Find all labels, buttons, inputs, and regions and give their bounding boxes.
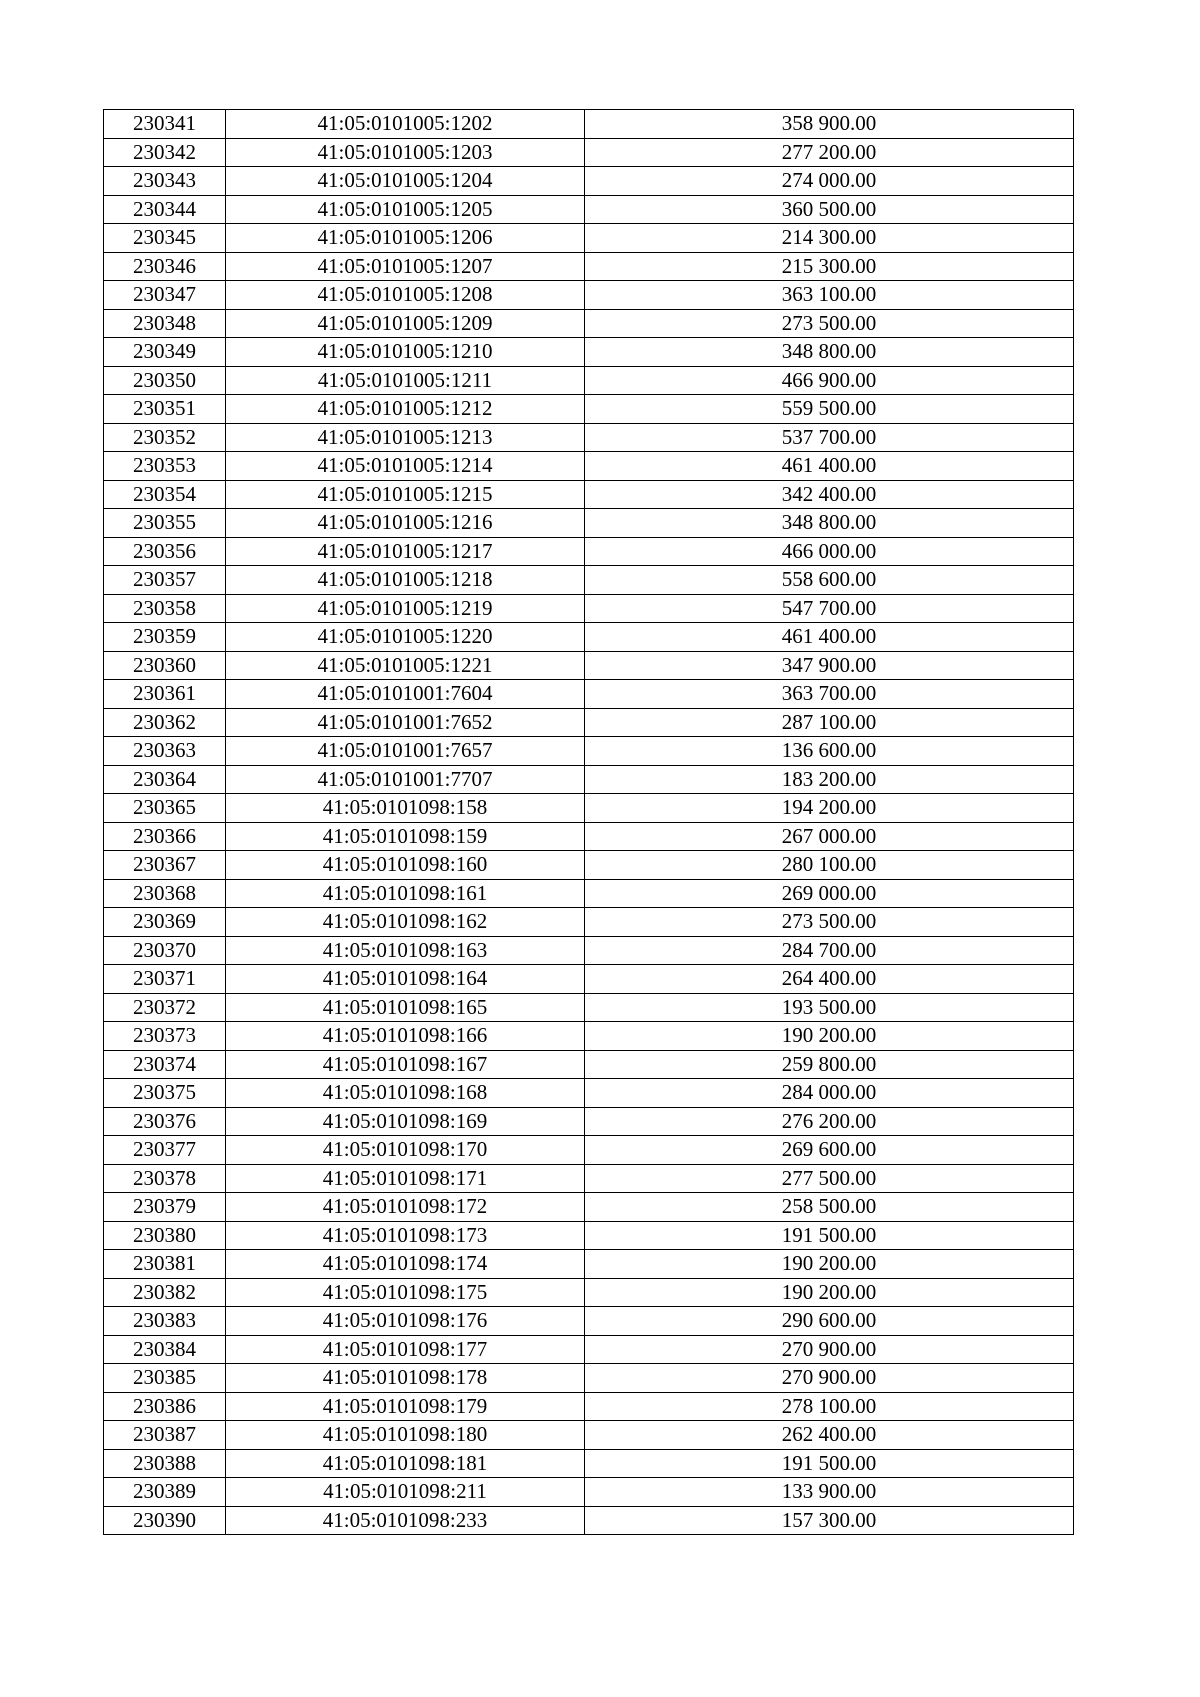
cadastral-number-cell: 41:05:0101098:181 xyxy=(226,1449,585,1478)
table-row xyxy=(104,1449,1074,1478)
row-number-cell: 230387 xyxy=(104,1421,226,1450)
cadastral-number-cell: 41:05:0101005:1203 xyxy=(226,138,585,167)
row-number-cell: 230373 xyxy=(104,1022,226,1051)
row-number-cell: 230374 xyxy=(104,1050,226,1079)
cadastral-value-cell: 348 800.00 xyxy=(585,338,1074,367)
cadastral-value-cell: 269 000.00 xyxy=(585,879,1074,908)
cadastral-value-cell: 133 900.00 xyxy=(585,1478,1074,1507)
table-row xyxy=(104,480,1074,509)
cadastral-number-cell: 41:05:0101005:1218 xyxy=(226,566,585,595)
cadastral-number-cell: 41:05:0101098:163 xyxy=(226,936,585,965)
table-row xyxy=(104,309,1074,338)
cadastral-number-cell: 41:05:0101005:1221 xyxy=(226,651,585,680)
cadastral-value-cell: 183 200.00 xyxy=(585,765,1074,794)
cadastral-value-cell: 358 900.00 xyxy=(585,110,1074,139)
cadastral-number-cell: 41:05:0101098:161 xyxy=(226,879,585,908)
row-number-cell: 230369 xyxy=(104,908,226,937)
cadastral-number-cell: 41:05:0101005:1216 xyxy=(226,509,585,538)
table-row xyxy=(104,566,1074,595)
table-row xyxy=(104,879,1074,908)
cadastral-number-cell: 41:05:0101005:1215 xyxy=(226,480,585,509)
row-number-cell: 230376 xyxy=(104,1107,226,1136)
cadastral-number-cell: 41:05:0101005:1219 xyxy=(226,594,585,623)
table-row xyxy=(104,452,1074,481)
cadastral-number-cell: 41:05:0101001:7652 xyxy=(226,708,585,737)
table-row xyxy=(104,737,1074,766)
cadastral-value-cell: 270 900.00 xyxy=(585,1364,1074,1393)
cadastral-value-cell: 190 200.00 xyxy=(585,1250,1074,1279)
cadastral-number-cell: 41:05:0101098:177 xyxy=(226,1335,585,1364)
row-number-cell: 230343 xyxy=(104,167,226,196)
row-number-cell: 230377 xyxy=(104,1136,226,1165)
cadastral-value-cell: 360 500.00 xyxy=(585,195,1074,224)
row-number-cell: 230346 xyxy=(104,252,226,281)
row-number-cell: 230352 xyxy=(104,423,226,452)
cadastral-value-cell: 461 400.00 xyxy=(585,623,1074,652)
row-number-cell: 230362 xyxy=(104,708,226,737)
cadastral-value-cell: 466 900.00 xyxy=(585,366,1074,395)
table-row xyxy=(104,1478,1074,1507)
row-number-cell: 230383 xyxy=(104,1307,226,1336)
cadastral-value-cell: 277 200.00 xyxy=(585,138,1074,167)
table-row xyxy=(104,1335,1074,1364)
cadastral-value-cell: 190 200.00 xyxy=(585,1278,1074,1307)
table-row xyxy=(104,281,1074,310)
cadastral-value-cell: 270 900.00 xyxy=(585,1335,1074,1364)
row-number-cell: 230386 xyxy=(104,1392,226,1421)
table-row xyxy=(104,1193,1074,1222)
row-number-cell: 230361 xyxy=(104,680,226,709)
row-number-cell: 230382 xyxy=(104,1278,226,1307)
cadastral-number-cell: 41:05:0101098:160 xyxy=(226,851,585,880)
cadastral-value-cell: 191 500.00 xyxy=(585,1449,1074,1478)
table-row xyxy=(104,366,1074,395)
cadastral-number-cell: 41:05:0101005:1209 xyxy=(226,309,585,338)
row-number-cell: 230348 xyxy=(104,309,226,338)
cadastral-number-cell: 41:05:0101098:168 xyxy=(226,1079,585,1108)
table-row xyxy=(104,708,1074,737)
row-number-cell: 230367 xyxy=(104,851,226,880)
row-number-cell: 230365 xyxy=(104,794,226,823)
cadastral-number-cell: 41:05:0101001:7657 xyxy=(226,737,585,766)
cadastral-value-cell: 193 500.00 xyxy=(585,993,1074,1022)
cadastral-value-cell: 190 200.00 xyxy=(585,1022,1074,1051)
cadastral-value-cell: 136 600.00 xyxy=(585,737,1074,766)
cadastral-number-cell: 41:05:0101098:167 xyxy=(226,1050,585,1079)
row-number-cell: 230368 xyxy=(104,879,226,908)
cadastral-number-cell: 41:05:0101001:7604 xyxy=(226,680,585,709)
cadastral-value-cell: 347 900.00 xyxy=(585,651,1074,680)
row-number-cell: 230345 xyxy=(104,224,226,253)
cadastral-value-cell: 277 500.00 xyxy=(585,1164,1074,1193)
row-number-cell: 230379 xyxy=(104,1193,226,1222)
cadastral-number-cell: 41:05:0101005:1213 xyxy=(226,423,585,452)
row-number-cell: 230388 xyxy=(104,1449,226,1478)
table-row xyxy=(104,1079,1074,1108)
cadastral-number-cell: 41:05:0101098:170 xyxy=(226,1136,585,1165)
cadastral-number-cell: 41:05:0101098:164 xyxy=(226,965,585,994)
cadastral-value-cell: 273 500.00 xyxy=(585,309,1074,338)
cadastral-number-cell: 41:05:0101098:165 xyxy=(226,993,585,1022)
table-row xyxy=(104,1307,1074,1336)
table-row xyxy=(104,908,1074,937)
cadastral-number-cell: 41:05:0101005:1208 xyxy=(226,281,585,310)
cadastral-number-cell: 41:05:0101005:1204 xyxy=(226,167,585,196)
row-number-cell: 230349 xyxy=(104,338,226,367)
cadastral-value-cell: 280 100.00 xyxy=(585,851,1074,880)
table-row xyxy=(104,167,1074,196)
cadastral-number-cell: 41:05:0101005:1211 xyxy=(226,366,585,395)
table-row xyxy=(104,537,1074,566)
cadastral-value-cell: 287 100.00 xyxy=(585,708,1074,737)
row-number-cell: 230385 xyxy=(104,1364,226,1393)
cadastral-number-cell: 41:05:0101098:172 xyxy=(226,1193,585,1222)
cadastral-value-cell: 558 600.00 xyxy=(585,566,1074,595)
cadastral-value-cell: 264 400.00 xyxy=(585,965,1074,994)
cadastral-value-cell: 559 500.00 xyxy=(585,395,1074,424)
cadastral-number-cell: 41:05:0101098:159 xyxy=(226,822,585,851)
row-number-cell: 230372 xyxy=(104,993,226,1022)
cadastral-value-cell: 214 300.00 xyxy=(585,224,1074,253)
table-row xyxy=(104,195,1074,224)
cadastral-number-cell: 41:05:0101098:166 xyxy=(226,1022,585,1051)
cadastral-number-cell: 41:05:0101098:176 xyxy=(226,1307,585,1336)
row-number-cell: 230359 xyxy=(104,623,226,652)
row-number-cell: 230390 xyxy=(104,1506,226,1535)
cadastral-value-cell: 267 000.00 xyxy=(585,822,1074,851)
cadastral-number-cell: 41:05:0101005:1210 xyxy=(226,338,585,367)
cadastral-value-cell: 363 100.00 xyxy=(585,281,1074,310)
table-row xyxy=(104,423,1074,452)
cadastral-value-cell: 276 200.00 xyxy=(585,1107,1074,1136)
table-row xyxy=(104,224,1074,253)
row-number-cell: 230347 xyxy=(104,281,226,310)
row-number-cell: 230378 xyxy=(104,1164,226,1193)
table-row xyxy=(104,936,1074,965)
row-number-cell: 230381 xyxy=(104,1250,226,1279)
row-number-cell: 230357 xyxy=(104,566,226,595)
cadastral-value-cell: 273 500.00 xyxy=(585,908,1074,937)
cadastral-number-cell: 41:05:0101098:169 xyxy=(226,1107,585,1136)
cadastral-value-table xyxy=(103,109,1074,1535)
cadastral-number-cell: 41:05:0101005:1207 xyxy=(226,252,585,281)
row-number-cell: 230358 xyxy=(104,594,226,623)
cadastral-value-cell: 547 700.00 xyxy=(585,594,1074,623)
cadastral-value-cell: 278 100.00 xyxy=(585,1392,1074,1421)
table-row xyxy=(104,822,1074,851)
cadastral-value-cell: 262 400.00 xyxy=(585,1421,1074,1450)
row-number-cell: 230355 xyxy=(104,509,226,538)
cadastral-number-cell: 41:05:0101098:171 xyxy=(226,1164,585,1193)
cadastral-number-cell: 41:05:0101005:1212 xyxy=(226,395,585,424)
cadastral-value-cell: 363 700.00 xyxy=(585,680,1074,709)
row-number-cell: 230344 xyxy=(104,195,226,224)
table-row xyxy=(104,1421,1074,1450)
cadastral-number-cell: 41:05:0101098:174 xyxy=(226,1250,585,1279)
table-row xyxy=(104,110,1074,139)
table-row xyxy=(104,395,1074,424)
cadastral-number-cell: 41:05:0101005:1206 xyxy=(226,224,585,253)
row-number-cell: 230371 xyxy=(104,965,226,994)
cadastral-number-cell: 41:05:0101098:233 xyxy=(226,1506,585,1535)
row-number-cell: 230380 xyxy=(104,1221,226,1250)
table-row xyxy=(104,765,1074,794)
cadastral-value-cell: 342 400.00 xyxy=(585,480,1074,509)
row-number-cell: 230360 xyxy=(104,651,226,680)
row-number-cell: 230351 xyxy=(104,395,226,424)
row-number-cell: 230384 xyxy=(104,1335,226,1364)
table-row xyxy=(104,1364,1074,1393)
table-row xyxy=(104,993,1074,1022)
table-row xyxy=(104,794,1074,823)
row-number-cell: 230342 xyxy=(104,138,226,167)
table-row xyxy=(104,1164,1074,1193)
cadastral-value-cell: 284 000.00 xyxy=(585,1079,1074,1108)
row-number-cell: 230370 xyxy=(104,936,226,965)
row-number-cell: 230375 xyxy=(104,1079,226,1108)
row-number-cell: 230354 xyxy=(104,480,226,509)
table-row xyxy=(104,1136,1074,1165)
cadastral-value-cell: 259 800.00 xyxy=(585,1050,1074,1079)
cadastral-number-cell: 41:05:0101098:173 xyxy=(226,1221,585,1250)
table-body xyxy=(104,110,1074,1535)
cadastral-value-cell: 348 800.00 xyxy=(585,509,1074,538)
cadastral-number-cell: 41:05:0101098:178 xyxy=(226,1364,585,1393)
table-row xyxy=(104,1107,1074,1136)
cadastral-number-cell: 41:05:0101005:1217 xyxy=(226,537,585,566)
table-row xyxy=(104,680,1074,709)
cadastral-value-cell: 461 400.00 xyxy=(585,452,1074,481)
cadastral-value-cell: 194 200.00 xyxy=(585,794,1074,823)
table-row xyxy=(104,138,1074,167)
cadastral-number-cell: 41:05:0101005:1220 xyxy=(226,623,585,652)
cadastral-number-cell: 41:05:0101098:162 xyxy=(226,908,585,937)
cadastral-value-cell: 191 500.00 xyxy=(585,1221,1074,1250)
table-row xyxy=(104,965,1074,994)
cadastral-number-cell: 41:05:0101098:211 xyxy=(226,1478,585,1507)
table-row xyxy=(104,252,1074,281)
cadastral-number-cell: 41:05:0101001:7707 xyxy=(226,765,585,794)
cadastral-number-cell: 41:05:0101098:180 xyxy=(226,1421,585,1450)
cadastral-number-cell: 41:05:0101098:179 xyxy=(226,1392,585,1421)
row-number-cell: 230389 xyxy=(104,1478,226,1507)
table-row xyxy=(104,1221,1074,1250)
cadastral-value-cell: 258 500.00 xyxy=(585,1193,1074,1222)
row-number-cell: 230350 xyxy=(104,366,226,395)
cadastral-number-cell: 41:05:0101005:1214 xyxy=(226,452,585,481)
cadastral-value-cell: 537 700.00 xyxy=(585,423,1074,452)
table-row xyxy=(104,1278,1074,1307)
row-number-cell: 230363 xyxy=(104,737,226,766)
table-row xyxy=(104,1250,1074,1279)
cadastral-value-cell: 466 000.00 xyxy=(585,537,1074,566)
cadastral-number-cell: 41:05:0101098:175 xyxy=(226,1278,585,1307)
cadastral-number-cell: 41:05:0101005:1205 xyxy=(226,195,585,224)
cadastral-value-cell: 269 600.00 xyxy=(585,1136,1074,1165)
cadastral-value-cell: 274 000.00 xyxy=(585,167,1074,196)
row-number-cell: 230341 xyxy=(104,110,226,139)
table-row xyxy=(104,1392,1074,1421)
cadastral-value-cell: 215 300.00 xyxy=(585,252,1074,281)
table-row xyxy=(104,1022,1074,1051)
cadastral-number-cell: 41:05:0101005:1202 xyxy=(226,110,585,139)
table-row xyxy=(104,1506,1074,1535)
row-number-cell: 230356 xyxy=(104,537,226,566)
cadastral-value-cell: 290 600.00 xyxy=(585,1307,1074,1336)
table-row xyxy=(104,338,1074,367)
cadastral-value-cell: 157 300.00 xyxy=(585,1506,1074,1535)
table-row xyxy=(104,651,1074,680)
row-number-cell: 230353 xyxy=(104,452,226,481)
row-number-cell: 230366 xyxy=(104,822,226,851)
table-row xyxy=(104,851,1074,880)
row-number-cell: 230364 xyxy=(104,765,226,794)
table-row xyxy=(104,509,1074,538)
table-row xyxy=(104,623,1074,652)
cadastral-value-cell: 284 700.00 xyxy=(585,936,1074,965)
table-row xyxy=(104,1050,1074,1079)
table-row xyxy=(104,594,1074,623)
cadastral-number-cell: 41:05:0101098:158 xyxy=(226,794,585,823)
